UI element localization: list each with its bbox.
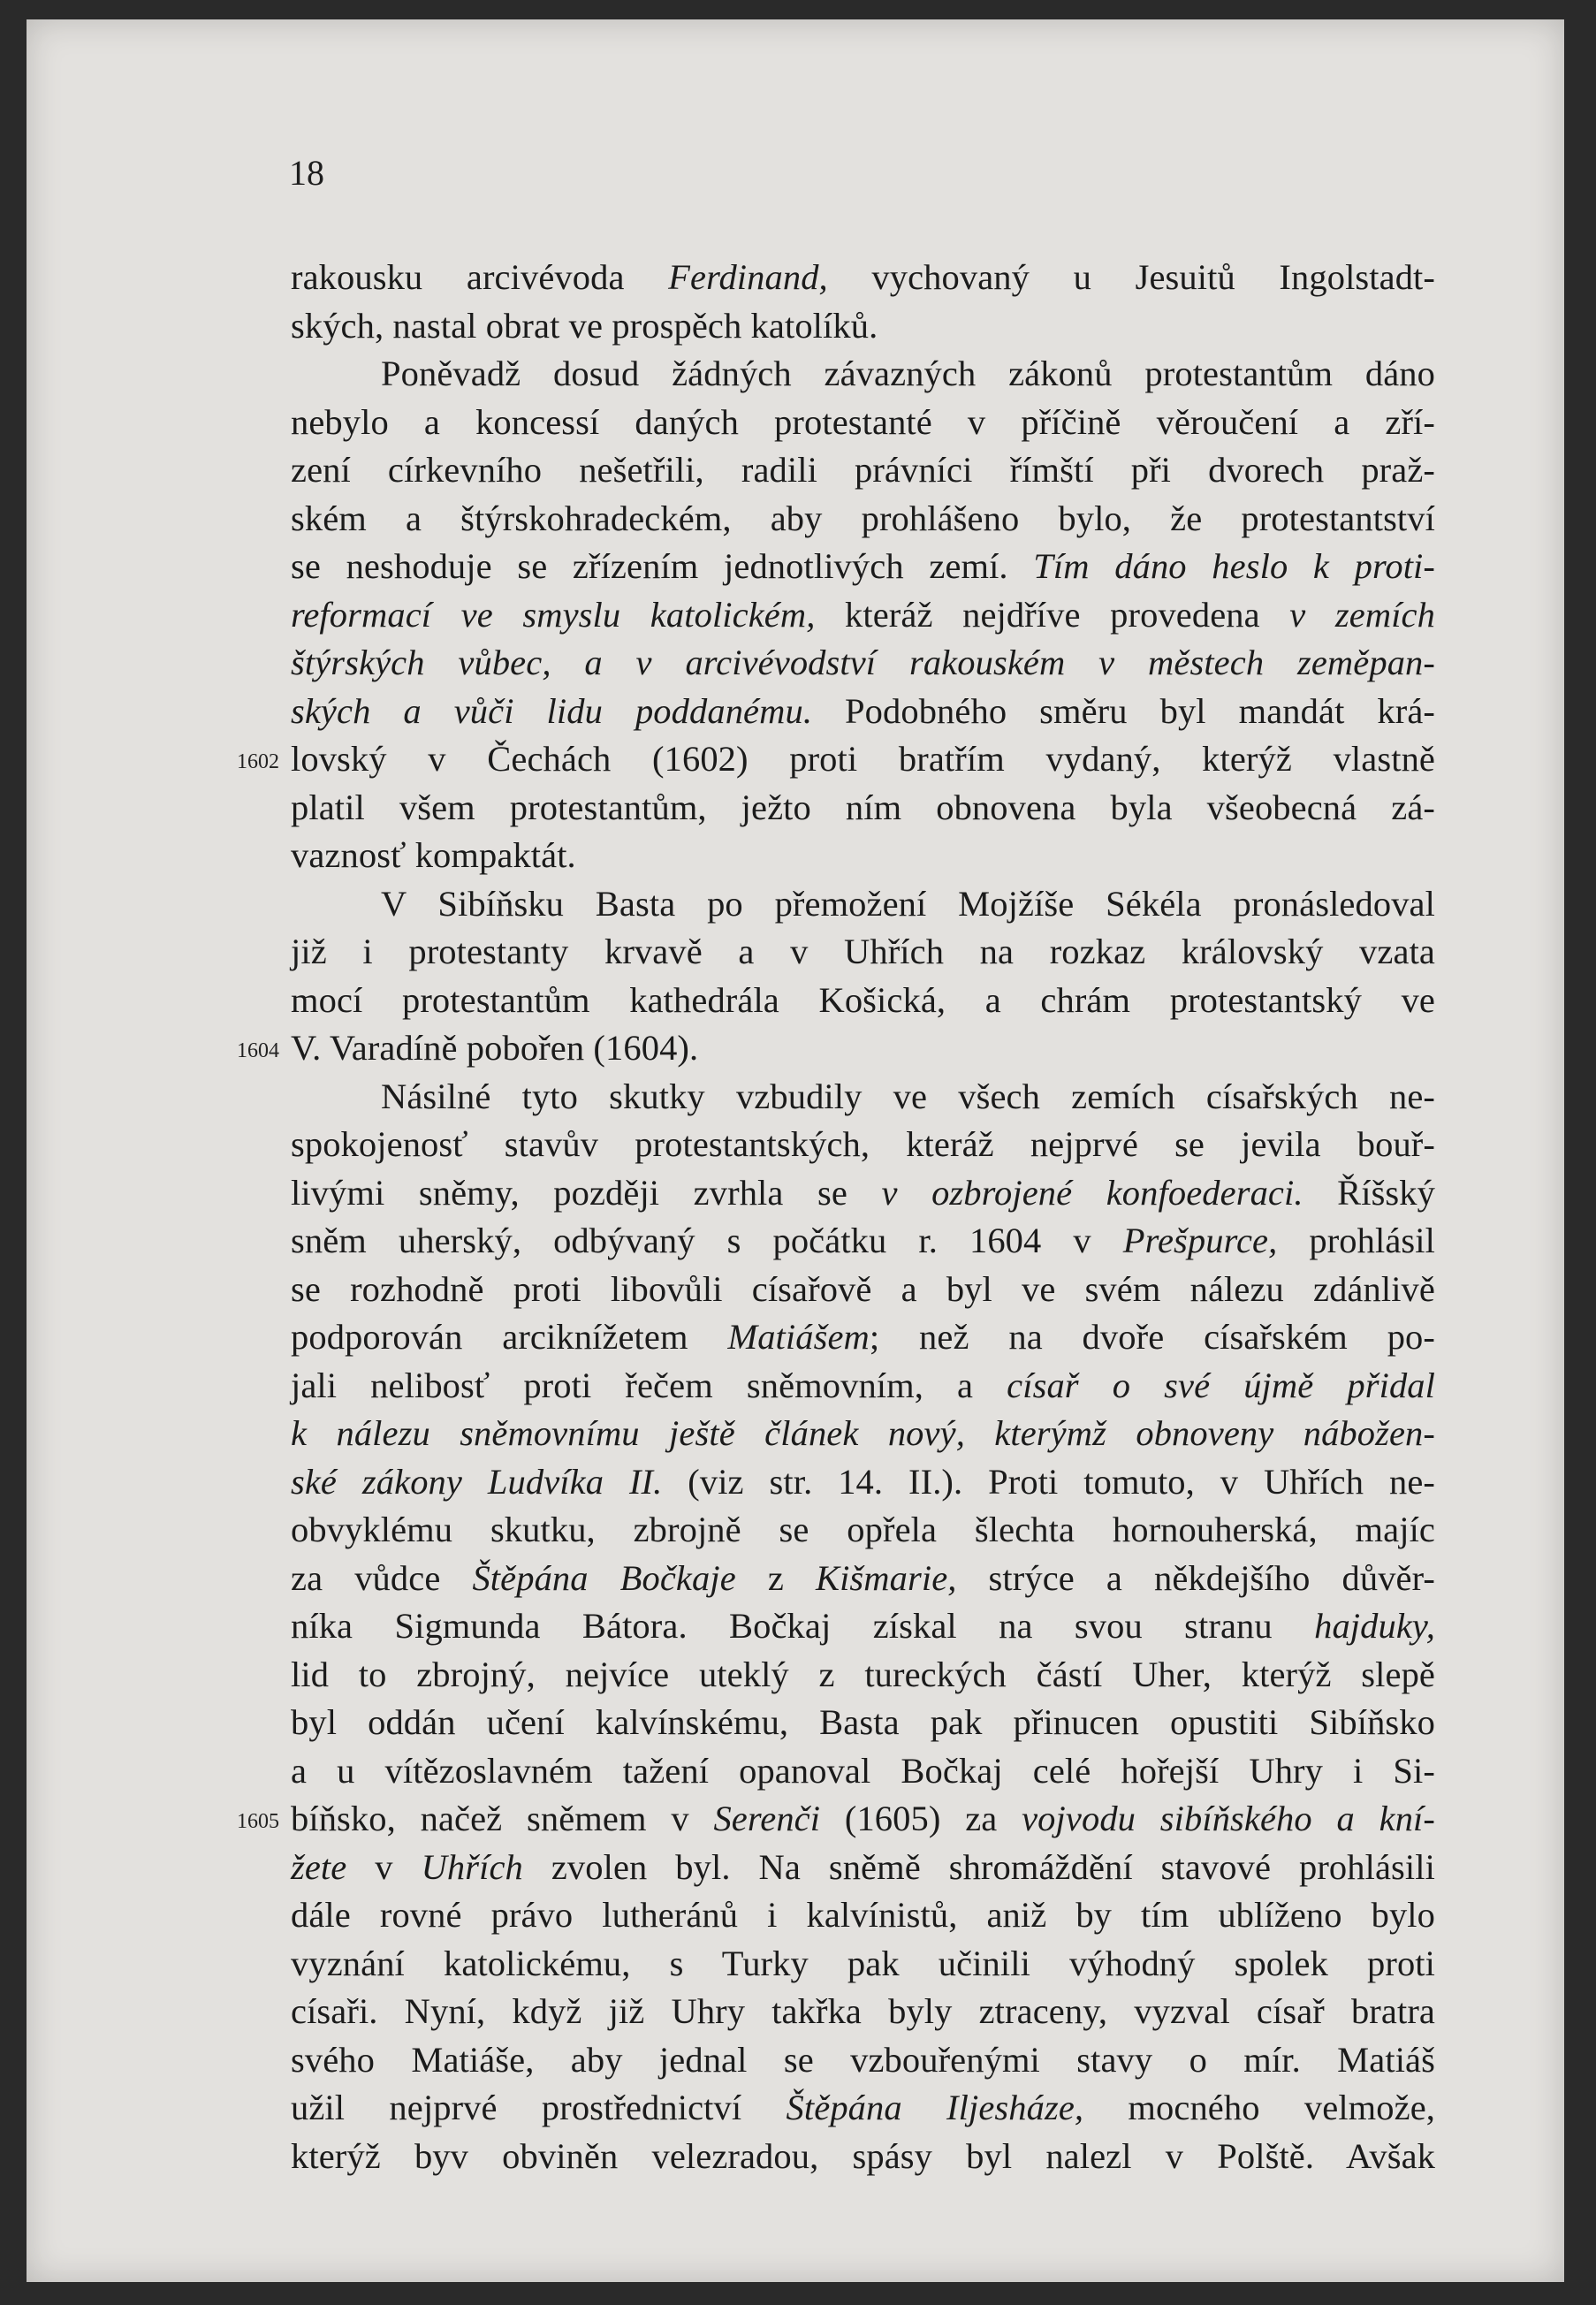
text-line: níka Sigmunda Bátora. Bočkaj získal na svou stranu hajduky,	[291, 1606, 1435, 1646]
text-line: se neshoduje se zřízením jednotlivých zemí. Tím dáno heslo k proti-	[291, 546, 1435, 586]
body-text	[291, 254, 1435, 2180]
text-line: již i protestanty krvavě a v Uhřích na rozkaz královský vzata	[291, 932, 1435, 971]
text-line: Násilné tyto skutky vzbudily ve všech zemích císařských ne-	[381, 1076, 1435, 1116]
text-line: žete v Uhřích zvolen byl. Na sněmě shromáždění stavové prohlásili	[291, 1846, 1435, 1887]
text-line: platil všem protestantům, ježto ním obnovena byla všeobecná zá-	[291, 787, 1435, 827]
text-line: svého Matiáše, aby jednal se vzbouřenými stavy o mír. Matiáš	[291, 2039, 1435, 2080]
text-line: štýrských vůbec, a v arcivévodství rakouském v městech zeměpan-	[291, 643, 1435, 682]
text-line: reformací ve smyslu katolickém, kteráž nejdříve provedena v zemích	[291, 594, 1435, 635]
margin-year: 1604	[237, 1039, 279, 1062]
text-line: vaznosť kompaktát.	[291, 835, 576, 875]
text-line: livými sněmy, později zvrhla se v ozbrojené konfoederaci. Říšský	[291, 1172, 1435, 1213]
text-line: se rozhodně proti libovůli císařově a byl ve svém nálezu zdánlivě	[291, 1268, 1435, 1309]
text-line: k nálezu sněmovnímu ještě článek nový, kterýmž obnoveny nábožen-	[291, 1413, 1435, 1453]
text-line: a u vítězoslavném tažení opanoval Bočkaj celé hořejší Uhry i Si-	[291, 1750, 1435, 1791]
text-line: bíňsko, načež sněmem v Serenči (1605) za vojvodu sibíňského a kní-	[291, 1799, 1435, 1838]
text-line: užil nejprvé prostřednictví Štěpána Iljesháze, mocného velmože,	[291, 2088, 1435, 2127]
text-line: Poněvadž dosud žádných závazných zákonů protestantům dáno	[381, 354, 1435, 393]
text-line: vyznání katolickému, s Turky pak učinili výhodný spolek proti	[291, 1943, 1435, 1983]
text-line: lovský v Čechách (1602) proti bratřím vydaný, kterýž vlastně	[291, 739, 1435, 779]
text-line: byl oddán učení kalvínskému, Basta pak přinucen opustiti Sibíňsko	[291, 1702, 1435, 1742]
text-line: ském a štýrskohradeckém, aby prohlášeno bylo, že protestantství	[291, 498, 1435, 538]
text-line: nebylo a koncessí daných protestanté v příčině věroučení a zří-	[291, 401, 1435, 442]
text-line: ských a vůči lidu poddanému. Podobného směru byl mandát krá-	[291, 690, 1435, 731]
text-line: zení církevního nešetřili, radili právníci římští při dvorech praž-	[291, 450, 1435, 490]
text-line: V Sibíňsku Basta po přemožení Mojžíše Sékéla pronásledoval	[381, 883, 1435, 924]
text-line: jali nelibosť proti řečem sněmovním, a císař o své újmě přidal	[291, 1365, 1435, 1405]
text-line: sněm uherský, odbývaný s počátku r. 1604 v Prešpurce, prohlásil	[291, 1221, 1435, 1260]
page-number: 18	[289, 153, 324, 193]
text-line: dále rovné právo lutheránů i kalvínistů, aniž by tím ublíženo bylo	[291, 1895, 1435, 1935]
margin-year: 1602	[237, 750, 279, 773]
text-line: ské zákony Ludvíka II. (viz str. 14. II.). Proti tomuto, v Uhřích ne-	[291, 1461, 1436, 1502]
book-page	[27, 19, 1564, 2282]
text-line: lid to zbrojný, nejvíce uteklý z tureckých částí Uher, kterýž slepě	[291, 1654, 1435, 1694]
text-line: V. Varadíně pobořen (1604).	[291, 1028, 699, 1068]
text-line: ských, nastal obrat ve prospěch katolíků.	[291, 305, 878, 346]
text-line: obvyklému skutku, zbrojně se opřela šlechta hornouherská, majíc	[291, 1510, 1435, 1549]
text-line: za vůdce Štěpána Bočkaje z Kišmarie, strýce a někdejšího důvěr-	[291, 1557, 1435, 1598]
text-line: podporován arciknížetem Matiášem; než na dvoře císařském po-	[291, 1317, 1435, 1357]
text-line: spokojenosť stavův protestantských, kteráž nejprvé se jevila bouř-	[291, 1124, 1435, 1164]
margin-year: 1605	[237, 1810, 279, 1833]
text-line: kterýž byv obviněn velezradou, spásy byl nalezl v Polště. Avšak	[291, 2135, 1435, 2176]
text-line: císaři. Nyní, když již Uhry takřka byly ztraceny, vyzval císař bratra	[291, 1991, 1435, 2031]
text-line: rakousku arcivévoda Ferdinand, vychovaný u Jesuitů Ingolstadt-	[291, 257, 1435, 297]
text-line: mocí protestantům kathedrála Košická, a chrám protestantský ve	[291, 979, 1435, 1020]
